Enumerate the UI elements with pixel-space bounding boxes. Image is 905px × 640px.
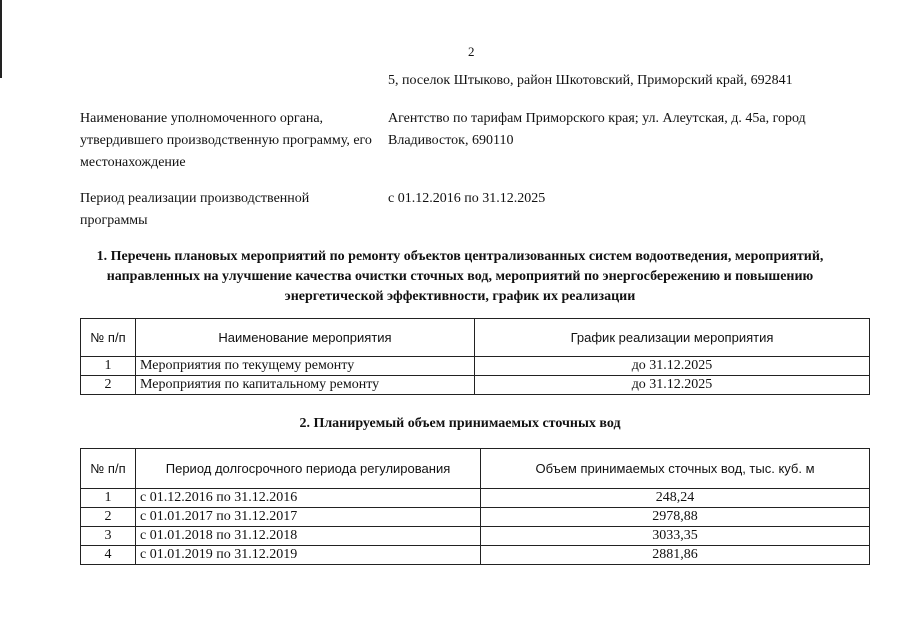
col-event-name-header: Наименование мероприятия [136,319,475,357]
page-number: 2 [468,44,475,59]
volume-table-header [81,449,870,489]
col-number-header: № п/п [81,319,136,357]
authority-label: Наименование уполномоченного органа, утвердившего производственную программу, его местонахождение [80,111,372,170]
row-number: 2 [81,508,136,527]
wastewater-volume: 3033,35 [481,527,870,546]
event-name: Мероприятия по капитальному ремонту [136,376,475,395]
period-label: Период реализации производственной программы [80,191,310,228]
table-row [81,357,870,376]
col-number-header: № п/п [81,449,136,489]
period-value: с 01.12.2016 по 31.12.2025 [388,191,546,206]
col-volume-header: Объем принимаемых сточных вод, тыс. куб. м [481,449,870,489]
regulation-period: с 01.12.2016 по 31.12.2016 [136,489,481,508]
event-name: Мероприятия по текущему ремонту [136,357,475,376]
page-edge-line [0,0,2,78]
row-number: 4 [81,546,136,565]
col-period-header: Период долгосрочного периода регулирования [136,449,481,489]
regulation-period: с 01.01.2019 по 31.12.2019 [136,546,481,565]
table-row [81,376,870,395]
regulation-period: с 01.01.2017 по 31.12.2017 [136,508,481,527]
section2-title: 2. Планируемый объем принимаемых сточных вод [299,416,621,431]
event-schedule: до 31.12.2025 [475,376,870,395]
wastewater-volume: 2881,86 [481,546,870,565]
event-schedule: до 31.12.2025 [475,357,870,376]
events-table-header [81,319,870,357]
volume-table [80,448,870,565]
section1-title: 1. Перечень плановых мероприятий по ремонту объектов централизованных систем водоотведения, мероприятий, направленных на улучшение качества очистки сточных вод, мероприятий по энергосбережению и повышению энергетической эффективности, график их реализации [96,249,824,304]
table-row [81,489,870,508]
row-number: 3 [81,527,136,546]
col-schedule-header: График реализации мероприятия [475,319,870,357]
row-number: 1 [81,489,136,508]
row-number: 1 [81,357,136,376]
regulation-period: с 01.01.2018 по 31.12.2018 [136,527,481,546]
row-number: 2 [81,376,136,395]
wastewater-volume: 248,24 [481,489,870,508]
authority-value: Агентство по тарифам Приморского края; ул. Алеутская, д. 45а, город Владивосток, 690110 [388,111,806,148]
table-row [81,508,870,527]
address-continuation: 5, поселок Штыково, район Шкотовский, Приморский край, 692841 [388,73,793,88]
wastewater-volume: 2978,88 [481,508,870,527]
events-table [80,318,870,395]
table-row [81,527,870,546]
table-row [81,546,870,565]
